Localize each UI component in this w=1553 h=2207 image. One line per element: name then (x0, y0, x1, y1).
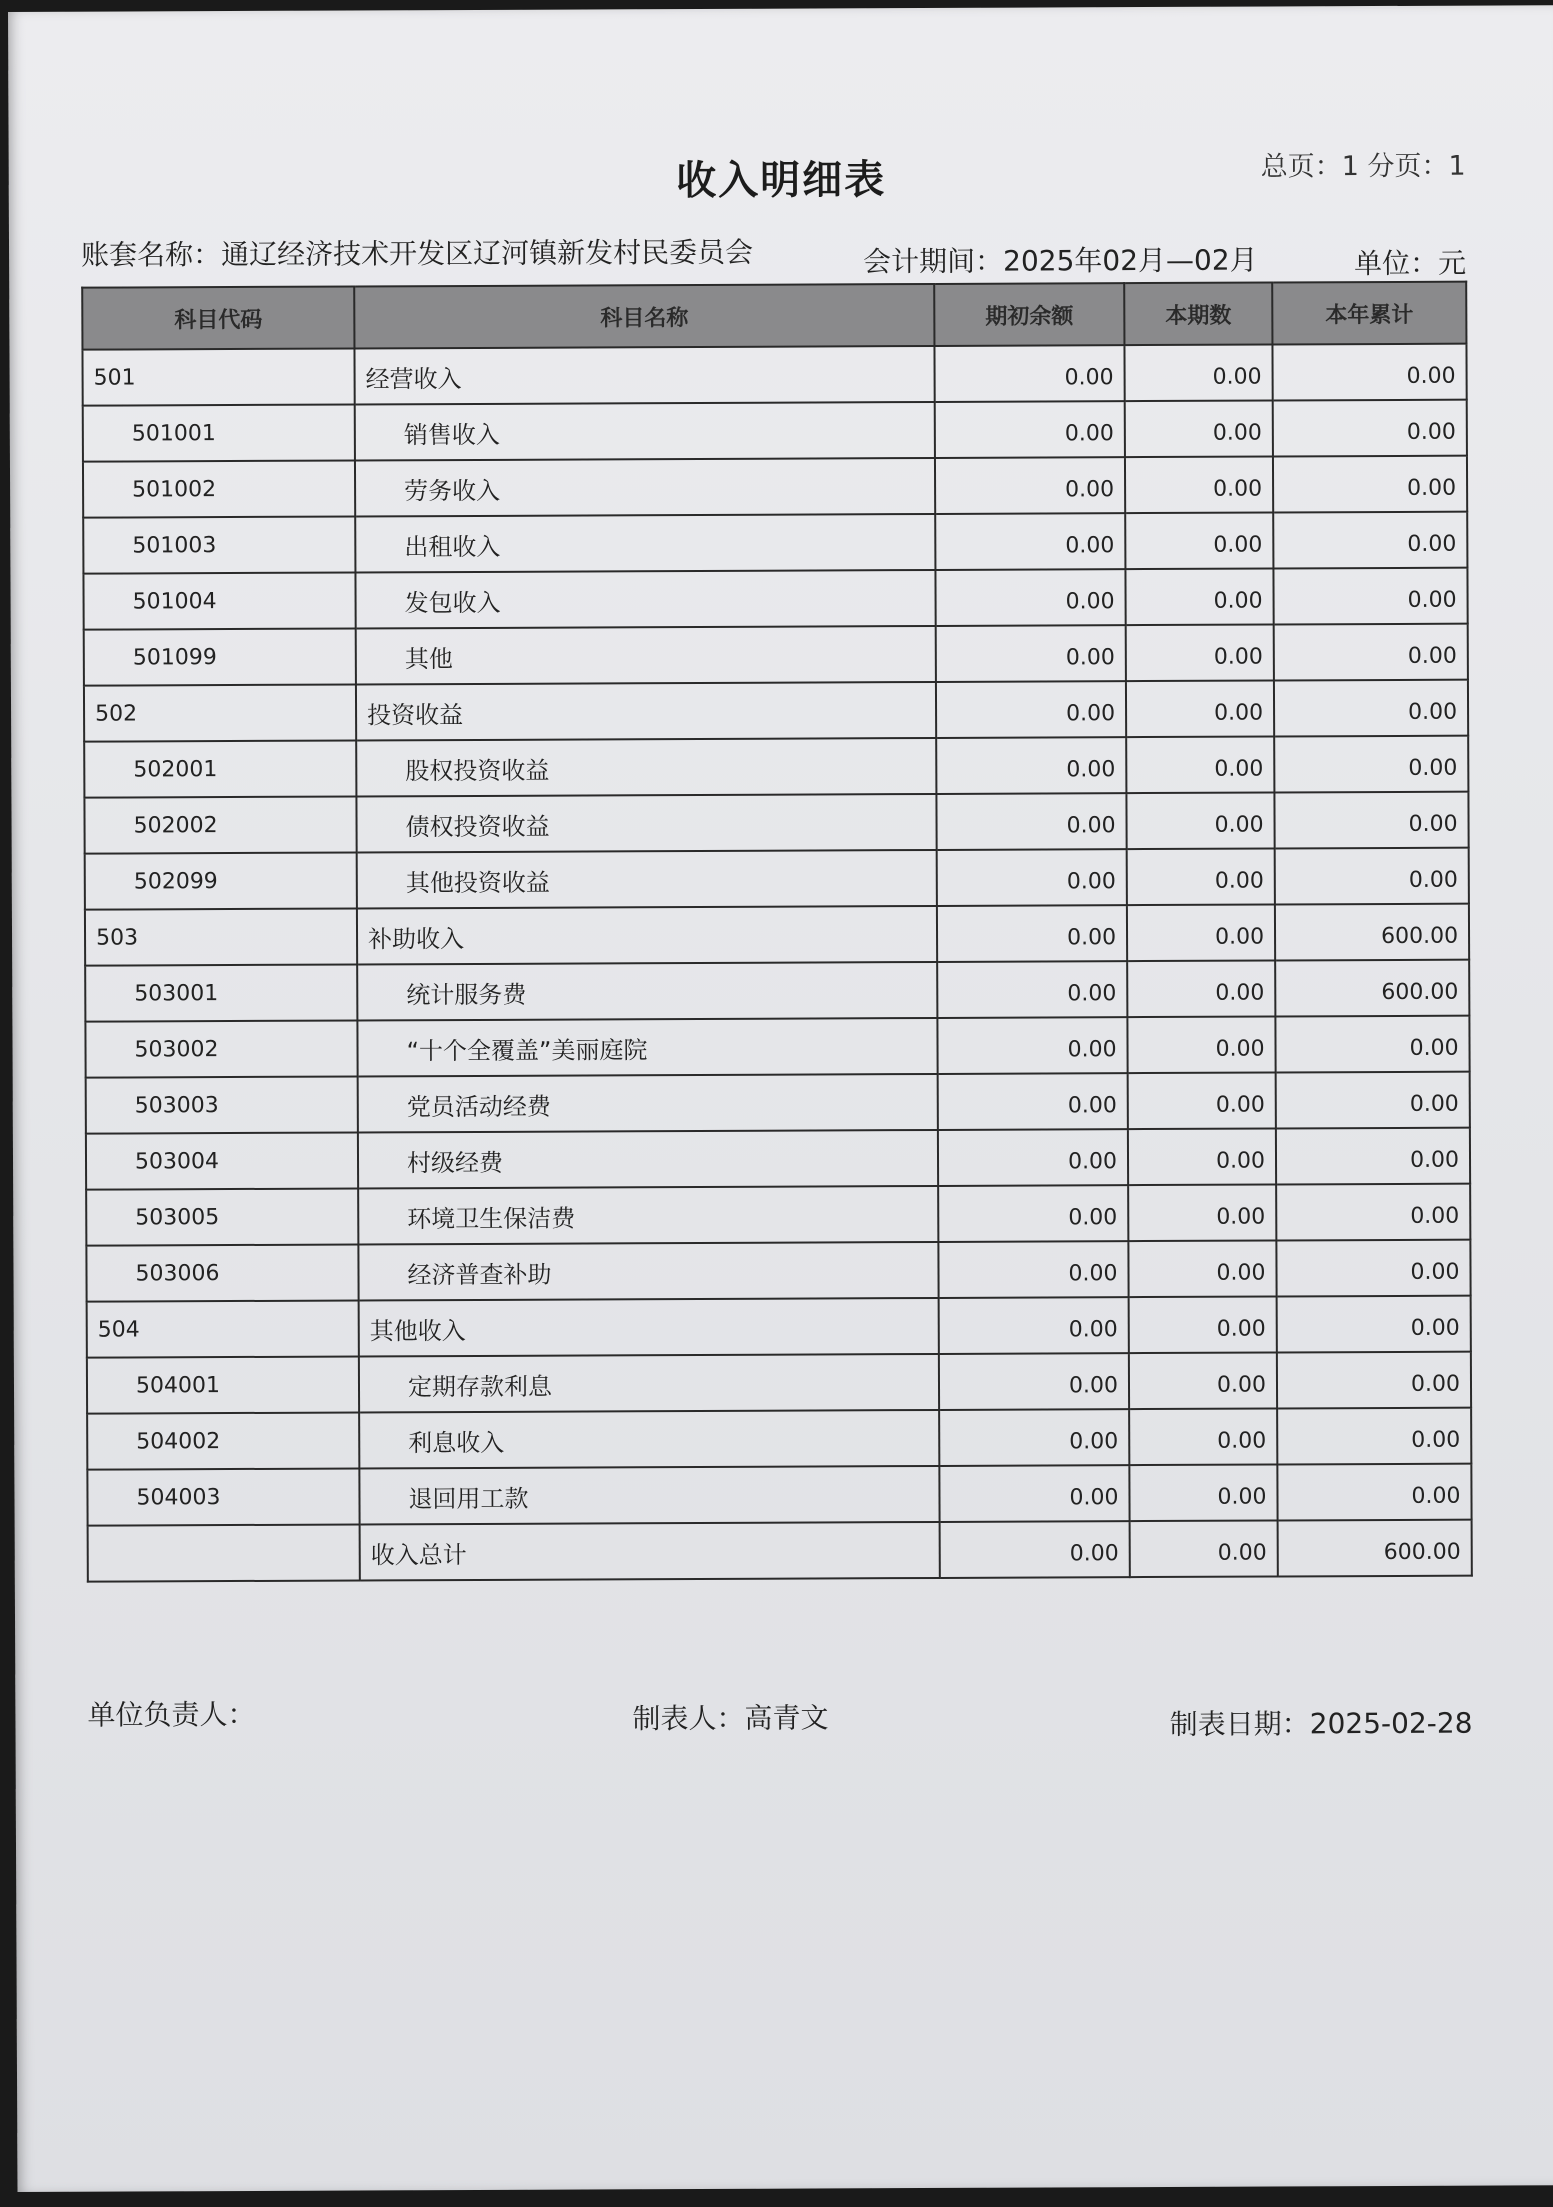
cell-account-name: 村级经费 (358, 1130, 938, 1189)
table-row (86, 1240, 1470, 1302)
table-row (84, 680, 1468, 742)
cell-account-name: 党员活动经费 (358, 1074, 938, 1133)
cell-account-code: 503002 (85, 1020, 357, 1077)
cell-current-period: 0.00 (1125, 512, 1273, 569)
cell-account-name: 债权投资收益 (356, 794, 936, 853)
table-row (82, 344, 1466, 406)
table-row (83, 568, 1467, 630)
cell-current-period: 0.00 (1127, 904, 1275, 961)
cell-current-period: 0.00 (1129, 1408, 1277, 1465)
cell-account-name: 统计服务费 (357, 962, 937, 1021)
cell-year-to-date: 0.00 (1273, 568, 1467, 625)
cell-account-code: 504002 (87, 1412, 359, 1469)
table-row (83, 400, 1467, 462)
cell-account-name: 经营收入 (354, 346, 934, 405)
table-row (83, 456, 1467, 518)
cell-year-to-date: 0.00 (1274, 736, 1468, 793)
table-row (87, 1464, 1471, 1526)
cell-current-period: 0.00 (1126, 624, 1274, 681)
cell-current-period: 0.00 (1128, 1072, 1276, 1129)
cell-current-period: 0.00 (1130, 1520, 1278, 1577)
currency-unit: 单位：元 (1354, 246, 1467, 281)
cell-account-code: 504001 (87, 1356, 359, 1413)
cell-year-to-date: 0.00 (1273, 400, 1467, 457)
table-row (85, 904, 1469, 966)
cell-year-to-date: 0.00 (1273, 456, 1467, 513)
cell-account-name: 劳务收入 (355, 458, 935, 517)
cell-account-code: 501002 (83, 460, 355, 517)
cell-account-name: 利息收入 (359, 1410, 939, 1469)
cell-year-to-date: 600.00 (1275, 960, 1469, 1017)
table-row (86, 1128, 1470, 1190)
header-opening-balance: 期初余额 (934, 283, 1124, 346)
cell-opening-balance: 0.00 (935, 513, 1125, 570)
cell-account-code: 504003 (87, 1468, 359, 1525)
cell-current-period: 0.00 (1125, 400, 1273, 457)
cell-opening-balance: 0.00 (936, 737, 1126, 794)
table-row (85, 960, 1469, 1022)
table-row (87, 1408, 1471, 1470)
prepared-date: 制表日期：2025-02-28 (1169, 1706, 1473, 1741)
cell-year-to-date: 0.00 (1277, 1464, 1471, 1521)
cell-opening-balance: 0.00 (936, 793, 1126, 850)
table-row (85, 1016, 1469, 1078)
cell-opening-balance: 0.00 (938, 1241, 1128, 1298)
cell-account-code: 502001 (84, 740, 356, 797)
table-body (82, 344, 1471, 1582)
cell-opening-balance: 0.00 (939, 1297, 1129, 1354)
cell-account-name: 出租收入 (355, 514, 935, 573)
cell-account-code: 503 (85, 908, 357, 965)
cell-account-code: 502002 (84, 796, 356, 853)
cell-current-period: 0.00 (1126, 680, 1274, 737)
cell-year-to-date: 0.00 (1277, 1408, 1471, 1465)
cell-opening-balance: 0.00 (935, 569, 1125, 626)
cell-current-period: 0.00 (1128, 1184, 1276, 1241)
cell-account-name: 发包收入 (355, 570, 935, 629)
cell-current-period: 0.00 (1127, 1016, 1275, 1073)
cell-opening-balance: 0.00 (934, 345, 1124, 402)
accounting-period: 会计期间：2025年02月—02月 (863, 243, 1258, 279)
cell-year-to-date: 0.00 (1274, 792, 1468, 849)
cell-account-code: 503006 (86, 1244, 358, 1301)
cell-account-code: 503005 (86, 1188, 358, 1245)
document-title: 收入明细表 (676, 157, 887, 205)
cell-year-to-date: 0.00 (1274, 680, 1468, 737)
footer (87, 1688, 1473, 1741)
cell-current-period: 0.00 (1125, 456, 1273, 513)
cell-year-to-date: 0.00 (1273, 512, 1467, 569)
cell-account-name: 退回用工款 (359, 1466, 939, 1525)
cell-year-to-date: 0.00 (1276, 1128, 1470, 1185)
table-row (87, 1296, 1471, 1358)
cell-opening-balance: 0.00 (938, 1129, 1128, 1186)
cell-current-period: 0.00 (1124, 344, 1272, 401)
header-account-code: 科目代码 (82, 286, 354, 349)
cell-current-period: 0.00 (1129, 1464, 1277, 1521)
table-row (84, 736, 1468, 798)
cell-opening-balance: 0.00 (940, 1521, 1130, 1578)
table-row (86, 1072, 1470, 1134)
table-row (84, 792, 1468, 854)
cell-current-period: 0.00 (1128, 1240, 1276, 1297)
table-row (85, 848, 1469, 910)
cell-year-to-date: 0.00 (1276, 1184, 1470, 1241)
header-year-to-date: 本年累计 (1272, 282, 1466, 345)
table-row (88, 1520, 1472, 1582)
cell-account-name: 经济普查补助 (358, 1242, 938, 1301)
cell-account-code: 504 (87, 1300, 359, 1357)
cell-opening-balance: 0.00 (937, 961, 1127, 1018)
cell-account-name: 投资收益 (356, 682, 936, 741)
cell-year-to-date: 0.00 (1272, 344, 1466, 401)
cell-account-code: 502099 (85, 852, 357, 909)
cell-account-name: 其他 (356, 626, 936, 685)
cell-account-code: 501099 (84, 628, 356, 685)
cell-year-to-date: 0.00 (1277, 1296, 1471, 1353)
cell-account-code: 503004 (86, 1132, 358, 1189)
cell-opening-balance: 0.00 (939, 1465, 1129, 1522)
cell-year-to-date: 0.00 (1276, 1240, 1470, 1297)
header-current-period: 本期数 (1124, 282, 1272, 345)
cell-account-code: 503001 (85, 964, 357, 1021)
cell-opening-balance: 0.00 (935, 401, 1125, 458)
cell-current-period: 0.00 (1127, 960, 1275, 1017)
cell-current-period: 0.00 (1127, 848, 1275, 905)
cell-account-name: 其他收入 (359, 1298, 939, 1357)
table-row (84, 624, 1468, 686)
cell-account-code: 501001 (83, 404, 355, 461)
cell-account-code: 501 (82, 348, 354, 405)
table-row (86, 1184, 1470, 1246)
cell-account-name: 其他投资收益 (357, 850, 937, 909)
cell-account-name: 收入总计 (360, 1522, 940, 1581)
cell-year-to-date: 0.00 (1277, 1352, 1471, 1409)
cell-account-name: 股权投资收益 (356, 738, 936, 797)
cell-opening-balance: 0.00 (937, 905, 1127, 962)
cell-current-period: 0.00 (1128, 1128, 1276, 1185)
cell-opening-balance: 0.00 (939, 1353, 1129, 1410)
cell-account-name: 补助收入 (357, 906, 937, 965)
cell-year-to-date: 0.00 (1275, 1016, 1469, 1073)
responsible-person: 单位负责人： (87, 1697, 256, 1732)
cell-opening-balance: 0.00 (939, 1409, 1129, 1466)
cell-current-period: 0.00 (1126, 736, 1274, 793)
cell-current-period: 0.00 (1129, 1296, 1277, 1353)
page-info: 总页：1 分页：1 (1260, 150, 1466, 183)
cell-year-to-date: 0.00 (1274, 624, 1468, 681)
cell-account-name: 销售收入 (355, 402, 935, 461)
cell-account-name: “十个全覆盖”美丽庭院 (357, 1018, 937, 1077)
cell-year-to-date: 600.00 (1275, 904, 1469, 961)
cell-year-to-date: 0.00 (1276, 1072, 1470, 1129)
table-row (83, 512, 1467, 574)
cell-account-name: 定期存款利息 (359, 1354, 939, 1413)
cell-current-period: 0.00 (1125, 568, 1273, 625)
cell-year-to-date: 0.00 (1275, 848, 1469, 905)
prepared-by: 制表人：高青文 (632, 1701, 829, 1736)
cell-account-code: 503003 (86, 1076, 358, 1133)
header-account-name: 科目名称 (354, 284, 934, 349)
cell-opening-balance: 0.00 (936, 625, 1126, 682)
cell-current-period: 0.00 (1129, 1352, 1277, 1409)
cell-current-period: 0.00 (1126, 792, 1274, 849)
cell-opening-balance: 0.00 (938, 1073, 1128, 1130)
cell-year-to-date: 600.00 (1278, 1520, 1472, 1577)
table-header-row (82, 282, 1466, 350)
meta-row (80, 228, 1467, 281)
table-row (87, 1352, 1471, 1414)
cell-opening-balance: 0.00 (938, 1185, 1128, 1242)
cell-opening-balance: 0.00 (936, 681, 1126, 738)
cell-opening-balance: 0.00 (937, 849, 1127, 906)
document-page (8, 5, 1553, 2192)
cell-opening-balance: 0.00 (935, 457, 1125, 514)
cell-account-name: 环境卫生保洁费 (358, 1186, 938, 1245)
cell-account-code (88, 1524, 360, 1581)
income-detail-table (81, 281, 1473, 1583)
cell-account-code: 502 (84, 684, 356, 741)
cell-opening-balance: 0.00 (937, 1017, 1127, 1074)
account-book-name: 账套名称：通辽经济技术开发区辽河镇新发村民委员会 (80, 235, 754, 272)
cell-account-code: 501003 (83, 516, 355, 573)
cell-account-code: 501004 (83, 572, 355, 629)
